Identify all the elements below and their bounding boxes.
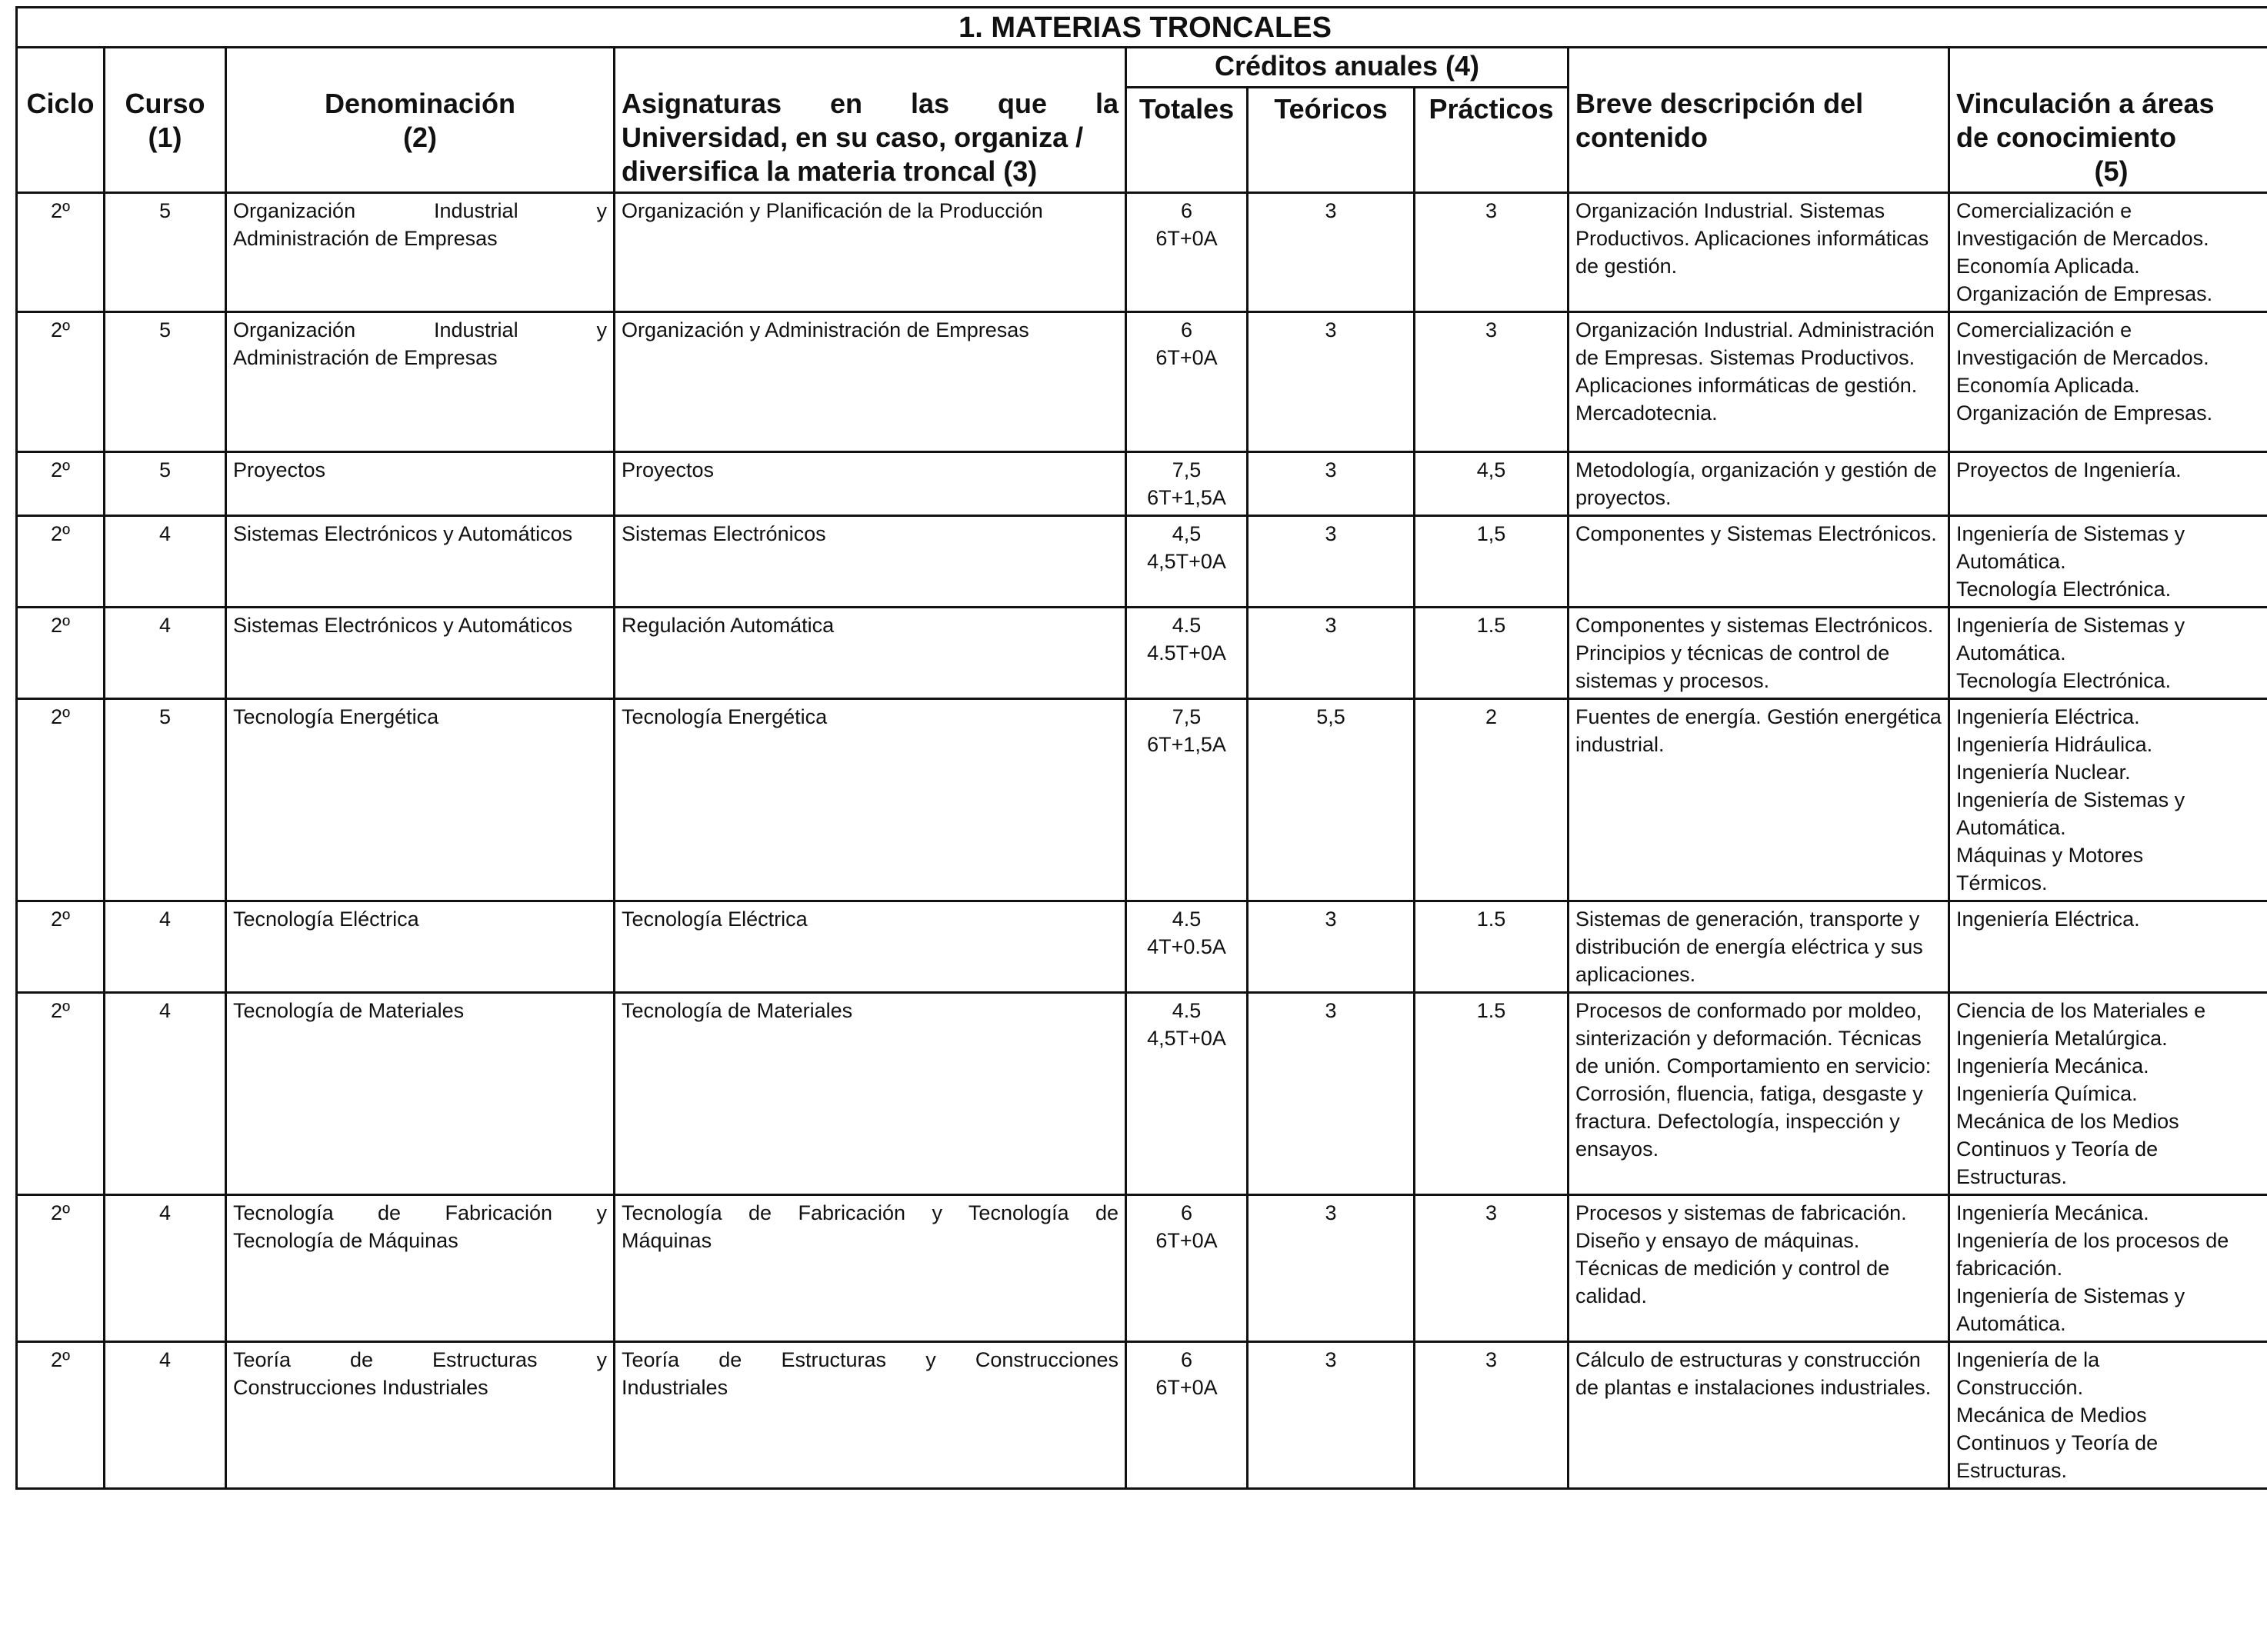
vinculacion-line: Continuos y Teoría de — [1956, 1137, 2159, 1161]
materias-troncales-sheet — [15, 6, 2257, 1490]
cell-vinculacion — [1949, 699, 2267, 901]
header-vinculacion-line1: Vinculación a áreas — [1956, 88, 2215, 119]
header-teoricos: Teóricos — [1248, 87, 1415, 192]
vinculacion-line: Organización de Empresas. — [1956, 282, 2213, 305]
table-row — [17, 699, 2267, 901]
cell-curso: 4 — [105, 901, 226, 993]
totales-detail: 4,5T+0A — [1147, 1027, 1226, 1050]
cell-descripcion: Sistemas de generación, transporte y distribución de energía eléctrica y sus aplicaciones. — [1569, 901, 1949, 993]
asignatura-line2: Industriales — [622, 1376, 728, 1399]
vinculacion-line: Ingeniería Mecánica. — [1956, 1201, 2149, 1224]
cell-descripcion: Componentes y sistemas Electrónicos. Principios y técnicas de control de sistemas y procesos. — [1569, 608, 1949, 699]
cell-descripcion: Componentes y Sistemas Electrónicos. — [1569, 516, 1949, 608]
totales-value: 4,5 — [1172, 522, 1202, 545]
cell-denominacion — [226, 608, 615, 699]
asignatura-text: Tecnología Eléctrica — [622, 908, 808, 931]
cell-teoricos: 3 — [1248, 312, 1415, 452]
vinculacion-line: Construcción. — [1956, 1376, 2084, 1399]
vinculacion-line: Estructuras. — [1956, 1459, 2068, 1482]
vinculacion-line: Organización de Empresas. — [1956, 401, 2213, 425]
vinculacion-line: Ingeniería de Sistemas y — [1956, 522, 2185, 545]
cell-curso: 4 — [105, 608, 226, 699]
cell-curso: 4 — [105, 1195, 226, 1342]
vinculacion-line: Continuos y Teoría de — [1956, 1431, 2159, 1454]
vinculacion-line: Ingeniería de Sistemas y — [1956, 1284, 2185, 1307]
header-denominacion-note: (2) — [403, 122, 437, 153]
cell-curso: 5 — [105, 193, 226, 312]
vinculacion-line: Ingeniería de Sistemas y — [1956, 614, 2185, 637]
header-vinculacion — [1949, 48, 2267, 193]
denominacion-line2: Tecnología de Máquinas — [233, 1229, 458, 1252]
cell-vinculacion — [1949, 1195, 2267, 1342]
cell-asignatura — [615, 452, 1126, 516]
cell-denominacion — [226, 1195, 615, 1342]
cell-denominacion — [226, 452, 615, 516]
totales-detail: 4.5T+0A — [1147, 641, 1226, 664]
header-ciclo-label: Ciclo — [26, 88, 95, 119]
cell-descripcion: Procesos de conformado por moldeo, sinterización y deformación. Técnicas de unión. Comportamiento en servicio: Corrosión, fluencia, fatiga, desgaste y fractura. Defectología, inspección y ensayos. — [1569, 993, 1949, 1195]
totales-value: 6 — [1180, 1348, 1193, 1371]
cell-totales — [1126, 452, 1248, 516]
cell-practicos: 4,5 — [1415, 452, 1569, 516]
asignatura-text: Sistemas Electrónicos — [622, 522, 826, 545]
table-title: 1. MATERIAS TRONCALES — [17, 8, 2267, 48]
denominacion-line1: Tecnología de Fabricación y — [233, 1201, 607, 1224]
cell-totales — [1126, 1342, 1248, 1489]
vinculacion-line: Térmicos. — [1956, 871, 2048, 894]
cell-ciclo: 2º — [17, 193, 105, 312]
cell-ciclo: 2º — [17, 452, 105, 516]
totales-value: 7,5 — [1172, 458, 1202, 481]
totales-detail: 6T+1,5A — [1147, 486, 1226, 509]
header-denominacion-label: Denominación — [324, 88, 516, 119]
vinculacion-line: Ingeniería de los procesos de — [1956, 1229, 2229, 1252]
cell-descripcion: Fuentes de energía. Gestión energética industrial. — [1569, 699, 1949, 901]
cell-vinculacion — [1949, 608, 2267, 699]
cell-asignatura — [615, 699, 1126, 901]
cell-ciclo: 2º — [17, 993, 105, 1195]
cell-teoricos: 3 — [1248, 608, 1415, 699]
denominacion-text: Tecnología Eléctrica — [233, 908, 419, 931]
header-creditos: Créditos anuales (4) — [1126, 48, 1569, 88]
vinculacion-line: Ingeniería de Sistemas y — [1956, 788, 2185, 811]
cell-denominacion — [226, 1342, 615, 1489]
vinculacion-line: Automática. — [1956, 1312, 2066, 1335]
totales-value: 7,5 — [1172, 705, 1202, 728]
vinculacion-line: Tecnología Electrónica. — [1956, 669, 2172, 692]
cell-totales — [1126, 699, 1248, 901]
cell-teoricos: 3 — [1248, 516, 1415, 608]
denominacion-line2: Administración de Empresas — [233, 227, 498, 250]
vinculacion-line: Ingeniería Eléctrica. — [1956, 705, 2140, 728]
cell-denominacion — [226, 516, 615, 608]
title-row — [17, 8, 2267, 48]
cell-curso: 5 — [105, 699, 226, 901]
asignatura-text: Regulación Automática — [622, 614, 835, 637]
vinculacion-line: Comercialización e — [1956, 318, 2132, 341]
totales-value: 6 — [1180, 318, 1193, 341]
cell-practicos: 1.5 — [1415, 901, 1569, 993]
header-ciclo — [17, 48, 105, 193]
asignatura-text: Organización y Administración de Empresas — [622, 318, 1029, 341]
denominacion-text: Sistemas Electrónicos y Automáticos — [233, 522, 573, 545]
cell-practicos: 3 — [1415, 1342, 1569, 1489]
cell-asignatura — [615, 193, 1126, 312]
vinculacion-line: Proyectos de Ingeniería. — [1956, 458, 2182, 481]
header-asignaturas — [615, 48, 1126, 193]
asignatura-line2: Máquinas — [622, 1229, 712, 1252]
vinculacion-line: Automática. — [1956, 816, 2066, 839]
cell-ciclo: 2º — [17, 1342, 105, 1489]
cell-denominacion — [226, 901, 615, 993]
cell-vinculacion — [1949, 193, 2267, 312]
totales-detail: 4,5T+0A — [1147, 550, 1226, 573]
vinculacion-line: Máquinas y Motores — [1956, 844, 2144, 867]
table-row — [17, 516, 2267, 608]
table-row — [17, 193, 2267, 312]
cell-teoricos: 3 — [1248, 193, 1415, 312]
denominacion-line2: Administración de Empresas — [233, 346, 498, 369]
denominacion-text: Proyectos — [233, 458, 326, 481]
header-asignaturas-line3: diversifica la materia troncal (3) — [622, 155, 1038, 187]
cell-descripcion: Metodología, organización y gestión de proyectos. — [1569, 452, 1949, 516]
vinculacion-line: Automática. — [1956, 550, 2066, 573]
vinculacion-line: Ingeniería Mecánica. — [1956, 1054, 2149, 1077]
totales-detail: 6T+0A — [1155, 227, 1218, 250]
cell-totales — [1126, 608, 1248, 699]
cell-totales — [1126, 901, 1248, 993]
cell-vinculacion — [1949, 452, 2267, 516]
cell-asignatura — [615, 312, 1126, 452]
header-descripcion-line1: Breve descripción del — [1575, 88, 1864, 119]
header-practicos: Prácticos — [1415, 87, 1569, 192]
cell-curso: 4 — [105, 1342, 226, 1489]
cell-denominacion — [226, 993, 615, 1195]
vinculacion-line: Ingeniería Química. — [1956, 1082, 2138, 1105]
cell-curso: 5 — [105, 452, 226, 516]
totales-value: 6 — [1180, 199, 1193, 222]
denominacion-line1: Organización Industrial y — [233, 318, 607, 341]
cell-denominacion — [226, 699, 615, 901]
cell-practicos: 2 — [1415, 699, 1569, 901]
vinculacion-line: Comercialización e — [1956, 199, 2132, 222]
header-vinculacion-line2: de conocimiento — [1956, 122, 2177, 153]
cell-practicos: 1.5 — [1415, 993, 1569, 1195]
vinculacion-line: Ingeniería de la — [1956, 1348, 2100, 1371]
denominacion-text: Tecnología de Materiales — [233, 999, 465, 1022]
cell-curso: 4 — [105, 993, 226, 1195]
cell-totales — [1126, 193, 1248, 312]
cell-denominacion — [226, 312, 615, 452]
cell-asignatura — [615, 993, 1126, 1195]
totales-detail: 6T+1,5A — [1147, 733, 1226, 756]
asignatura-text: Organización y Planificación de la Producción — [622, 199, 1043, 222]
cell-totales — [1126, 516, 1248, 608]
vinculacion-line: Economía Aplicada. — [1956, 374, 2140, 397]
cell-totales — [1126, 1195, 1248, 1342]
denominacion-line1: Teoría de Estructuras y — [233, 1348, 607, 1371]
vinculacion-line: Ingeniería Hidráulica. — [1956, 733, 2153, 756]
cell-asignatura — [615, 516, 1126, 608]
vinculacion-line: Mecánica de los Medios — [1956, 1110, 2179, 1133]
table-row — [17, 1342, 2267, 1489]
cell-descripcion: Organización Industrial. Sistemas Productivos. Aplicaciones informáticas de gestión. — [1569, 193, 1949, 312]
cell-descripcion: Organización Industrial. Administración de Empresas. Sistemas Productivos. Aplicaciones informáticas de gestión. Mercadotecnia. — [1569, 312, 1949, 452]
cell-practicos: 3 — [1415, 312, 1569, 452]
totales-value: 4.5 — [1172, 614, 1202, 637]
vinculacion-line: Investigación de Mercados. — [1956, 227, 2209, 250]
cell-teoricos: 3 — [1248, 452, 1415, 516]
cell-asignatura — [615, 901, 1126, 993]
vinculacion-line: fabricación. — [1956, 1257, 2063, 1280]
asignatura-line1: Teoría de Estructuras y Construcciones — [622, 1348, 1118, 1371]
cell-practicos: 3 — [1415, 1195, 1569, 1342]
cell-vinculacion — [1949, 901, 2267, 993]
header-vinculacion-note: (5) — [2094, 155, 2129, 187]
table-row — [17, 1195, 2267, 1342]
header-descripcion — [1569, 48, 1949, 193]
vinculacion-line: Ingeniería Metalúrgica. — [1956, 1027, 2168, 1050]
totales-detail: 6T+0A — [1155, 1229, 1218, 1252]
header-totales: Totales — [1126, 87, 1248, 192]
vinculacion-line: Tecnología Electrónica. — [1956, 578, 2172, 601]
cell-descripcion: Procesos y sistemas de fabricación. Diseño y ensayo de máquinas. Técnicas de medición y control de calidad. — [1569, 1195, 1949, 1342]
materias-table — [15, 6, 2267, 1490]
header-asignaturas-line1: Asignaturas en las que la — [622, 88, 1118, 119]
totales-value: 4.5 — [1172, 999, 1202, 1022]
vinculacion-line: Economía Aplicada. — [1956, 255, 2140, 278]
denominacion-line2: Construcciones Industriales — [233, 1376, 488, 1399]
vinculacion-line: Estructuras. — [1956, 1165, 2068, 1188]
denominacion-line1: Organización Industrial y — [233, 199, 607, 222]
denominacion-text: Tecnología Energética — [233, 705, 439, 728]
table-row — [17, 901, 2267, 993]
totales-detail: 6T+0A — [1155, 346, 1218, 369]
vinculacion-line: Mecánica de Medios — [1956, 1404, 2147, 1427]
cell-ciclo: 2º — [17, 699, 105, 901]
header-curso-note: (1) — [148, 122, 182, 153]
cell-denominacion — [226, 193, 615, 312]
totales-value: 6 — [1180, 1201, 1193, 1224]
cell-ciclo: 2º — [17, 608, 105, 699]
cell-curso: 5 — [105, 312, 226, 452]
cell-practicos: 1.5 — [1415, 608, 1569, 699]
cell-vinculacion — [1949, 312, 2267, 452]
cell-vinculacion — [1949, 516, 2267, 608]
cell-ciclo: 2º — [17, 312, 105, 452]
cell-totales — [1126, 312, 1248, 452]
table-row — [17, 993, 2267, 1195]
cell-asignatura — [615, 1195, 1126, 1342]
cell-ciclo: 2º — [17, 516, 105, 608]
cell-teoricos: 3 — [1248, 901, 1415, 993]
cell-vinculacion — [1949, 993, 2267, 1195]
cell-totales — [1126, 993, 1248, 1195]
cell-teoricos: 3 — [1248, 993, 1415, 1195]
totales-detail: 4T+0.5A — [1147, 935, 1226, 958]
header-denominacion — [226, 48, 615, 193]
vinculacion-line: Ingeniería Eléctrica. — [1956, 908, 2140, 931]
cell-asignatura — [615, 1342, 1126, 1489]
cell-asignatura — [615, 608, 1126, 699]
cell-ciclo: 2º — [17, 901, 105, 993]
table-row — [17, 608, 2267, 699]
cell-curso: 4 — [105, 516, 226, 608]
vinculacion-line: Ingeniería Nuclear. — [1956, 761, 2131, 784]
totales-value: 4.5 — [1172, 908, 1202, 931]
denominacion-text: Sistemas Electrónicos y Automáticos — [233, 614, 573, 637]
vinculacion-line: Investigación de Mercados. — [1956, 346, 2209, 369]
table-row — [17, 312, 2267, 452]
cell-descripcion: Cálculo de estructuras y construcción de plantas e instalaciones industriales. — [1569, 1342, 1949, 1489]
asignatura-text: Tecnología de Materiales — [622, 999, 853, 1022]
vinculacion-line: Ciencia de los Materiales e — [1956, 999, 2206, 1022]
table-body — [17, 193, 2267, 1489]
cell-teoricos: 3 — [1248, 1195, 1415, 1342]
table-row — [17, 452, 2267, 516]
cell-practicos: 1,5 — [1415, 516, 1569, 608]
header-asignaturas-line2: Universidad, en su caso, organiza / — [622, 122, 1084, 153]
asignatura-text: Proyectos — [622, 458, 715, 481]
header-curso — [105, 48, 226, 193]
asignatura-text: Tecnología Energética — [622, 705, 828, 728]
cell-teoricos: 5,5 — [1248, 699, 1415, 901]
vinculacion-line: Automática. — [1956, 641, 2066, 664]
cell-vinculacion — [1949, 1342, 2267, 1489]
cell-teoricos: 3 — [1248, 1342, 1415, 1489]
asignatura-line1: Tecnología de Fabricación y Tecnología de — [622, 1201, 1118, 1224]
header-descripcion-line2: contenido — [1575, 122, 1708, 153]
header-row-1 — [17, 48, 2267, 88]
header-curso-label: Curso — [125, 88, 205, 119]
cell-practicos: 3 — [1415, 193, 1569, 312]
totales-detail: 6T+0A — [1155, 1376, 1218, 1399]
cell-ciclo: 2º — [17, 1195, 105, 1342]
